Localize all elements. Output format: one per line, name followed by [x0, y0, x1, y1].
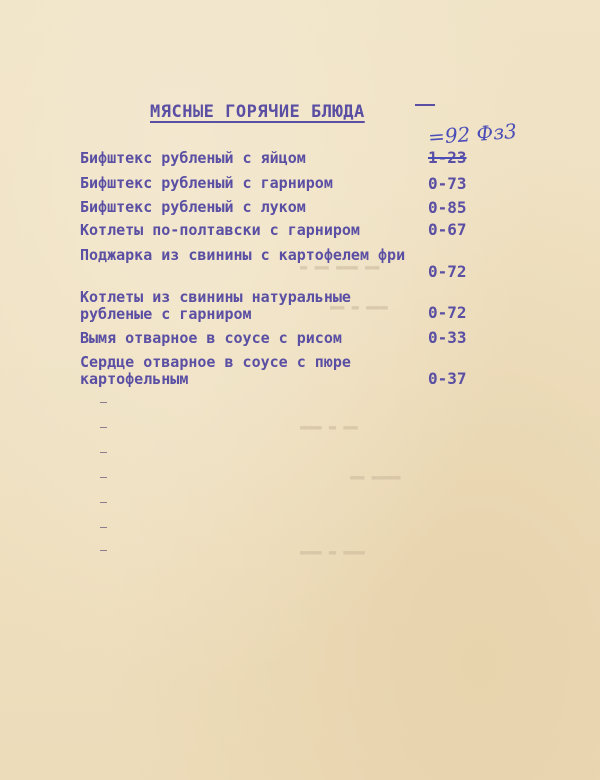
menu-item-name: Поджарка из свинины с картофелем фри	[80, 246, 406, 264]
menu-item-name: Бифштекс рубленый с яйцом	[80, 149, 306, 167]
empty-line-mark	[100, 452, 107, 453]
handwritten-note: =92 Фз3	[427, 118, 518, 150]
page-title: МЯСНЫЕ ГОРЯЧИЕ БЛЮДА	[150, 102, 365, 122]
menu-item-price: 0-85	[428, 198, 467, 217]
empty-line-mark	[100, 427, 107, 428]
menu-item-name: Бифштекс рубленый с гарниром	[80, 174, 333, 192]
empty-line-mark	[100, 550, 107, 551]
menu-item-name: Бифштекс рубленый с луком	[80, 198, 306, 216]
menu-item-price: 0-67	[428, 220, 467, 239]
bleed-through-texture: ▬▬▬ ▬ ▬▬	[300, 420, 358, 434]
menu-item-price: 0-33	[428, 328, 467, 347]
menu-item-name: Вымя отварное в соусе с рисом	[80, 329, 342, 347]
bleed-through-texture: ▬▬ ▬ ▬▬▬	[330, 300, 388, 314]
menu-item-name: Сердце отварное в соусе с пюре картофельным	[80, 353, 351, 388]
empty-line-mark	[100, 402, 107, 403]
menu-item-name: Котлеты из свинины натуральные рубленые с гарниром	[80, 288, 351, 323]
bleed-through-texture: ▬ ▬▬ ▬▬▬ ▬▬	[300, 260, 380, 274]
menu-item-price: 0-72	[428, 303, 467, 322]
empty-line-mark	[100, 502, 107, 503]
menu-item-price: 0-72	[428, 262, 467, 281]
title-dash	[415, 104, 435, 106]
empty-line-mark	[100, 477, 107, 478]
bleed-through-texture: ▬▬ ▬▬▬▬	[350, 470, 401, 484]
menu-item-price: 0-73	[428, 174, 467, 193]
menu-item-price: 0-37	[428, 369, 467, 388]
empty-line-mark	[100, 527, 107, 528]
menu-item-price: 1-23	[428, 148, 467, 167]
menu-item-name: Котлеты по-полтавски с гарниром	[80, 221, 360, 239]
bleed-through-texture: ▬▬▬ ▬ ▬▬▬	[300, 545, 366, 559]
